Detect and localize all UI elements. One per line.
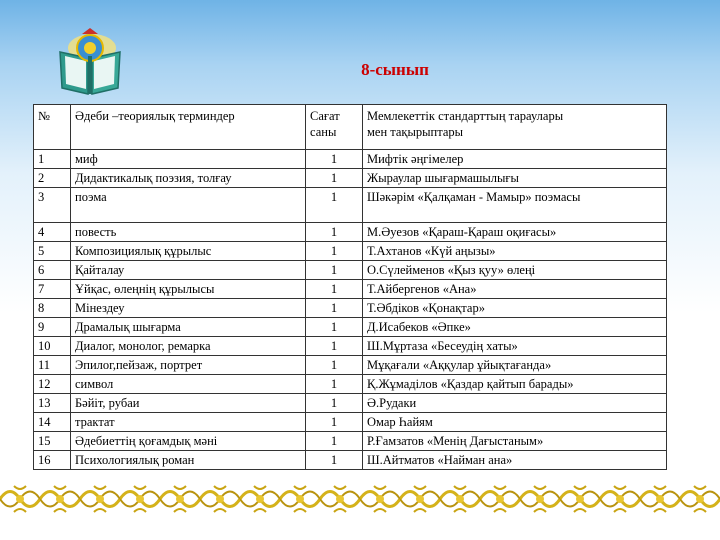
row-topic: Жыраулар шығармашылығы [363,169,667,188]
ornament-border-icon [0,480,720,518]
row-number: 3 [34,188,71,223]
row-number: 7 [34,280,71,299]
row-topic: Т.Айбергенов «Ана» [363,280,667,299]
row-hours: 1 [306,150,363,169]
row-number: 4 [34,223,71,242]
table-row [34,451,667,470]
row-topic: Д.Исабеков «Әпке» [363,318,667,337]
curriculum-table [33,104,667,470]
row-number: 14 [34,413,71,432]
header-hours-line1: Сағат [310,109,340,123]
header-number: № [34,105,71,150]
table-row [34,169,667,188]
table-row [34,188,667,223]
table-row [34,356,667,375]
row-hours: 1 [306,337,363,356]
row-number: 6 [34,261,71,280]
row-number: 9 [34,318,71,337]
row-topic: Т.Әбдіков «Қонақтар» [363,299,667,318]
row-term: Бәйіт, рубаи [71,394,306,413]
table-row [34,150,667,169]
table-row [34,394,667,413]
table-row [34,375,667,394]
table-row [34,299,667,318]
table-row [34,223,667,242]
row-hours: 1 [306,223,363,242]
row-topic: Т.Ахтанов «Күй аңызы» [363,242,667,261]
row-term: Ұйқас, өлеңнің құрылысы [71,280,306,299]
row-term: трактат [71,413,306,432]
row-topic: О.Сүлейменов «Қыз қуу» өлеңі [363,261,667,280]
page-title: 8-сынып [361,60,429,79]
header-hours-line2: саны [310,125,337,139]
row-term: Диалог, монолог, ремарка [71,337,306,356]
row-hours: 1 [306,451,363,470]
row-term: Әдебиеттің қоғамдық мәні [71,432,306,451]
table-row [34,242,667,261]
header-term: Әдеби –теориялық терминдер [71,105,306,150]
row-term: Қайталау [71,261,306,280]
row-term: Эпилог,пейзаж, портрет [71,356,306,375]
row-hours: 1 [306,261,363,280]
logo-book-icon [52,26,128,98]
row-topic: Шәкәрім «Қалқаман - Мамыр» поэмасы [363,188,667,223]
table-row [34,280,667,299]
row-term: Дидактикалық поэзия, толғау [71,169,306,188]
row-term: Психологиялық роман [71,451,306,470]
row-number: 15 [34,432,71,451]
row-hours: 1 [306,375,363,394]
row-hours: 1 [306,169,363,188]
row-topic: Мұқағали «Аққулар ұйықтағанда» [363,356,667,375]
table-header-row [34,105,667,150]
row-topic: Омар Һайям [363,413,667,432]
row-number: 2 [34,169,71,188]
table-row [34,261,667,280]
row-hours: 1 [306,280,363,299]
row-term: Драмалық шығарма [71,318,306,337]
row-term: поэма [71,188,306,223]
row-number: 10 [34,337,71,356]
row-topic: М.Әуезов «Қараш-Қараш оқиғасы» [363,223,667,242]
row-topic: Ш.Мұртаза «Бесеудің хаты» [363,337,667,356]
row-number: 16 [34,451,71,470]
row-hours: 1 [306,432,363,451]
table-row [34,337,667,356]
row-topic: Р.Ғамзатов «Менің Дағыстаным» [363,432,667,451]
row-topic: Ш.Айтматов «Найман ана» [363,451,667,470]
table-row [34,413,667,432]
row-topic: Мифтік әңгімелер [363,150,667,169]
row-term: Мінездеу [71,299,306,318]
table-row [34,432,667,451]
row-hours: 1 [306,413,363,432]
row-hours: 1 [306,299,363,318]
row-hours: 1 [306,318,363,337]
row-number: 13 [34,394,71,413]
header-standard-line1: Мемлекеттік стандарттың тараулары [367,109,564,123]
row-term: символ [71,375,306,394]
row-number: 5 [34,242,71,261]
row-number: 1 [34,150,71,169]
row-term: повесть [71,223,306,242]
table-row [34,318,667,337]
header-standard [363,105,667,150]
row-hours: 1 [306,188,363,223]
row-hours: 1 [306,242,363,261]
row-number: 8 [34,299,71,318]
row-term: Композициялық құрылыс [71,242,306,261]
row-hours: 1 [306,394,363,413]
header-hours [306,105,363,150]
row-number: 11 [34,356,71,375]
row-term: миф [71,150,306,169]
row-number: 12 [34,375,71,394]
row-topic: Қ.Жұмаділов «Қаздар қайтып барады» [363,375,667,394]
row-hours: 1 [306,356,363,375]
row-topic: Ә.Рудаки [363,394,667,413]
header-standard-line2: мен тақырыптары [367,125,464,139]
